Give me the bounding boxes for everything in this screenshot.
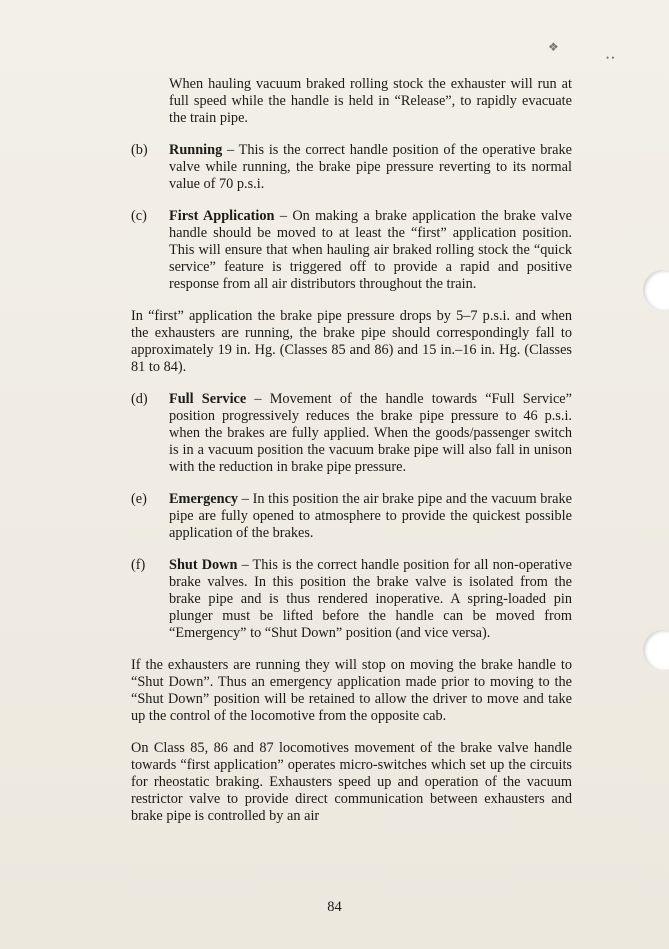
item-title: Running bbox=[169, 142, 223, 158]
ink-mark: • • bbox=[606, 53, 615, 63]
binder-hole-top bbox=[643, 270, 669, 310]
item-paragraph bbox=[169, 557, 572, 642]
binder-hole-bottom bbox=[643, 630, 669, 670]
list-item-emergency bbox=[131, 491, 572, 542]
list-item-shut-down bbox=[131, 557, 572, 642]
item-label: (d) bbox=[131, 391, 148, 407]
item-label: (e) bbox=[131, 491, 147, 507]
item-paragraph bbox=[169, 491, 572, 542]
item-title: Full Service bbox=[169, 391, 247, 407]
item-paragraph bbox=[169, 391, 572, 476]
item-title: Shut Down bbox=[169, 557, 238, 573]
intro-paragraph: When hauling vacuum braked rolling stock the exhauster will run at full speed while the handle is held in “Release”, to rapidly evacuate the train pipe. bbox=[169, 76, 572, 126]
item-label: (b) bbox=[131, 142, 148, 158]
item-paragraph bbox=[169, 142, 572, 193]
ink-mark: ❖ bbox=[548, 40, 559, 54]
body-text bbox=[131, 76, 572, 825]
item-text: – Movement of the handle towards “Full Service” position progressively reduces the brake pipe pressure to 46 p.s.i. when the brakes are fully applied. When the goods/passenger switch is in a vacuum position the vacuum brake pipe will also fall in unison with the reduction in brake pipe pressure. bbox=[169, 391, 572, 475]
first-application-paragraph: In “first” application the brake pipe pressure drops by 5–7 p.s.i. and when the exhausters are running, the brake pipe should correspondingly fall to approximately 19 in. Hg. (Classes 85 and 86) and 15 in.–16 in. Hg. (Classes 81 to 84). bbox=[131, 308, 572, 375]
item-label: (f) bbox=[131, 557, 146, 573]
page-number: 84 bbox=[327, 899, 342, 915]
class-locomotives-paragraph: On Class 85, 86 and 87 locomotives movement of the brake valve handle towards “first application” operates micro-switches which set up the circuits for rheostatic braking. Exhausters speed up and operation of the vacuum restrictor valve to provide direct communication between exhausters and brake pipe is controlled by an air bbox=[131, 740, 572, 824]
item-label: (c) bbox=[131, 208, 147, 224]
item-text: – This is the correct handle position of the operative brake valve while running, the brake pipe pressure reverting to its normal value of 70 p.s.i. bbox=[169, 142, 572, 192]
item-title: Emergency bbox=[169, 491, 239, 507]
item-text: – In this position the air brake pipe and the vacuum brake pipe are fully opened to atmosphere to provide the quickest possible application of the brakes. bbox=[169, 491, 572, 541]
list-item-running bbox=[131, 142, 572, 193]
list-item-full-service bbox=[131, 391, 572, 476]
item-text: – This is the correct handle position for all non-operative brake valves. In this position the brake valve is isolated from the brake pipe and is thus rendered inoperative. A spring-loaded pin plunger must be lifted before the handle can be moved from “Emergency” to “Shut Down” position (and vice versa). bbox=[169, 557, 572, 641]
exhausters-paragraph: If the exhausters are running they will stop on moving the brake handle to “Shut Down”. Thus an emergency application made prior to moving to the “Shut Down” position will be retained to allow the driver to move and take up the control of the locomotive from the opposite cab. bbox=[131, 657, 572, 724]
item-title: First Application bbox=[169, 208, 275, 224]
item-text: – On making a brake application the brake valve handle should be moved to at least the “first” application position. This will ensure that when hauling air braked rolling stock the “quick service” feature is triggered off to provide a rapid and positive response from all air distributors throughout the train. bbox=[169, 208, 572, 292]
list-item-first-application bbox=[131, 208, 572, 293]
item-paragraph bbox=[169, 208, 572, 293]
